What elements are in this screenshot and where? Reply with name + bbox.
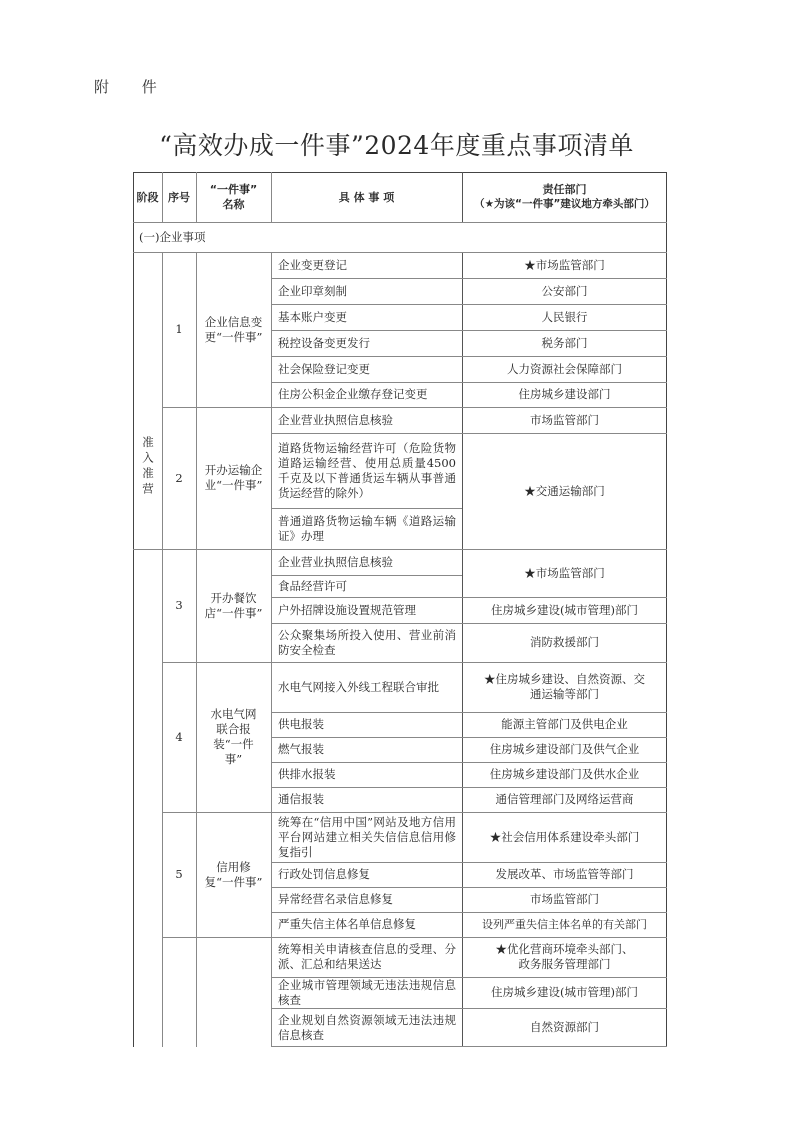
item-cell: 燃气报装 — [278, 742, 324, 756]
stage-label — [133, 407, 162, 527]
grid-line — [196, 252, 197, 1047]
header-dept — [462, 172, 667, 222]
item-cell: 通信报装 — [278, 792, 324, 806]
grid-line — [271, 252, 272, 1047]
grid-line — [162, 662, 667, 663]
grid-line — [133, 222, 667, 223]
header-name — [196, 172, 271, 222]
page-title: “高效办成一件事”2024年度重点事项清单 — [159, 131, 634, 160]
grid-line — [271, 304, 667, 305]
grid-line — [271, 887, 667, 888]
group-name: 水电气网联合报装“一件事” — [210, 707, 257, 766]
header-number: 序号 — [168, 190, 190, 204]
grid-line — [162, 252, 163, 1047]
item-cell: 税控设备变更发行 — [278, 335, 370, 350]
grid-line — [271, 575, 462, 576]
dept-cell: 住房城乡建设部门 — [518, 387, 611, 401]
grid-line — [462, 252, 463, 1047]
dept-cell: 住房城乡建设部门及供水企业 — [489, 767, 640, 781]
grid-line — [133, 549, 667, 550]
grid-line — [271, 862, 667, 863]
grid-line — [271, 977, 667, 978]
dept-cell: 设列严重失信主体名单的有关部门 — [482, 918, 647, 931]
grid-line — [271, 912, 667, 913]
dept-cell: 人力资源社会保障部门 — [507, 361, 622, 376]
item-cell: 供排水报装 — [278, 767, 336, 781]
grid-line — [162, 812, 667, 813]
dept-cell: 住房城乡建设部门及供气企业 — [489, 742, 640, 756]
item-cell: 社会保险登记变更 — [278, 361, 370, 376]
dept-cell: 公安部门 — [541, 283, 588, 298]
item-cell: 行政处罚信息修复 — [278, 867, 370, 881]
grid-line — [162, 407, 667, 408]
item-cell: 食品经营许可 — [278, 578, 347, 593]
header-items: 具 体 事 项 — [338, 190, 395, 204]
dept-cell: 市场监管部门 — [530, 412, 599, 427]
group-number: 2 — [175, 470, 183, 485]
grid-line — [133, 252, 667, 253]
grid-line — [271, 172, 272, 222]
grid-line — [271, 623, 667, 624]
item-cell: 统筹相关申请核查信息的受理、分派、汇总和结果送达 — [278, 942, 456, 971]
item-cell: 企业营业执照信息核验 — [278, 412, 393, 427]
item-cell: 企业城市管理领域无违法违规信息核查 — [278, 977, 456, 1007]
dept-cell: 能源主管部门及供电企业 — [501, 717, 628, 731]
section-title: (一)企业事项 — [139, 229, 206, 244]
dept-cell: 通信管理部门及网络运营商 — [495, 792, 634, 806]
grid-line — [271, 762, 667, 763]
dept-cell: 税务部门 — [541, 335, 588, 350]
group-number: 5 — [175, 867, 183, 881]
grid-line — [271, 597, 667, 598]
grid-line — [162, 172, 163, 222]
dept-cell: ★优化营商环境牵头部门、政务服务管理部门 — [495, 942, 634, 971]
item-cell: 户外招牌设施设置规范管理 — [278, 602, 416, 617]
dept-cell: ★市场监管部门 — [524, 565, 605, 580]
group-number: 3 — [175, 598, 183, 612]
header-dept-line1: 责任部门 — [542, 183, 587, 196]
grid-line — [271, 1046, 667, 1047]
item-cell: 普通道路货物运输车辆《道路运输证》办理 — [278, 513, 456, 543]
grid-line — [271, 712, 667, 713]
header-stage: 阶段 — [136, 190, 159, 204]
dept-cell: 自然资源部门 — [530, 1020, 599, 1034]
item-cell: 企业规划自然资源领域无违法违规信息核查 — [278, 1012, 456, 1042]
item-cell: 道路货物运输经营许可（危险货物道路运输经营、使用总质量4500千克及以下普通货运车辆从事普通货运经营的除外） — [278, 440, 456, 500]
stage-label-text: 准入准营 — [141, 436, 155, 498]
item-cell: 公众聚集场所投入使用、营业前消防安全检查 — [278, 627, 456, 657]
dept-cell: 住房城乡建设(城市管理)部门 — [491, 602, 638, 617]
item-cell: 基本账户变更 — [278, 309, 347, 324]
grid-line — [271, 278, 667, 279]
grid-line — [271, 508, 462, 509]
item-cell: 严重失信主体名单信息修复 — [278, 917, 416, 931]
dept-cell: 住房城乡建设(城市管理)部门 — [491, 985, 638, 999]
grid-line — [271, 1008, 667, 1009]
item-cell: 供电报装 — [278, 717, 324, 731]
grid-line — [271, 356, 667, 357]
dept-cell: ★社会信用体系建设牵头部门 — [489, 829, 640, 844]
group-number: 4 — [175, 729, 183, 744]
dept-cell: 消防救援部门 — [530, 635, 599, 649]
group-number: 1 — [175, 322, 183, 336]
group-name: 开办运输企业“一件事” — [204, 463, 263, 492]
grid-line — [162, 937, 667, 938]
header-name-line1: “一件事” — [209, 183, 258, 196]
item-cell: 住房公积金企业缴存登记变更 — [278, 387, 428, 401]
dept-cell: ★交通运输部门 — [524, 483, 605, 498]
grid-line — [271, 787, 667, 788]
grid-line — [462, 172, 463, 222]
dept-cell: ★市场监管部门 — [524, 257, 605, 272]
grid-line — [271, 433, 667, 434]
items-table — [133, 172, 667, 1047]
grid-line — [196, 172, 197, 222]
item-cell: 水电气网接入外线工程联合审批 — [278, 679, 439, 694]
group-name: 开办餐饮店“一件事” — [204, 590, 263, 620]
dept-cell: ★住房城乡建设、自然资源、交通运输等部门 — [484, 672, 645, 701]
item-cell: 统筹在“信用中国”网站及地方信用平台网站建立相关失信信息信用修复指引 — [278, 814, 456, 859]
group-name: 企业信息变更“一件事” — [204, 314, 263, 344]
item-cell: 企业印章刻制 — [278, 283, 347, 298]
header-name-line2: 名称 — [222, 198, 245, 211]
dept-cell: 发展改革、市场监管等部门 — [495, 867, 634, 881]
dept-cell: 市场监管部门 — [530, 892, 599, 906]
dept-cell: 人民银行 — [541, 309, 588, 324]
item-cell: 异常经营名录信息修复 — [278, 892, 393, 906]
grid-line — [271, 737, 667, 738]
item-cell: 企业变更登记 — [278, 257, 347, 272]
annex-label: 附 件 — [94, 78, 171, 96]
group-name: 信用修复“一件事” — [204, 859, 263, 889]
item-cell: 企业营业执照信息核验 — [278, 554, 393, 569]
header-dept-line2: （★为该“一件事”建议地方牵头部门） — [474, 198, 655, 210]
grid-line — [271, 382, 667, 383]
grid-line — [271, 330, 667, 331]
